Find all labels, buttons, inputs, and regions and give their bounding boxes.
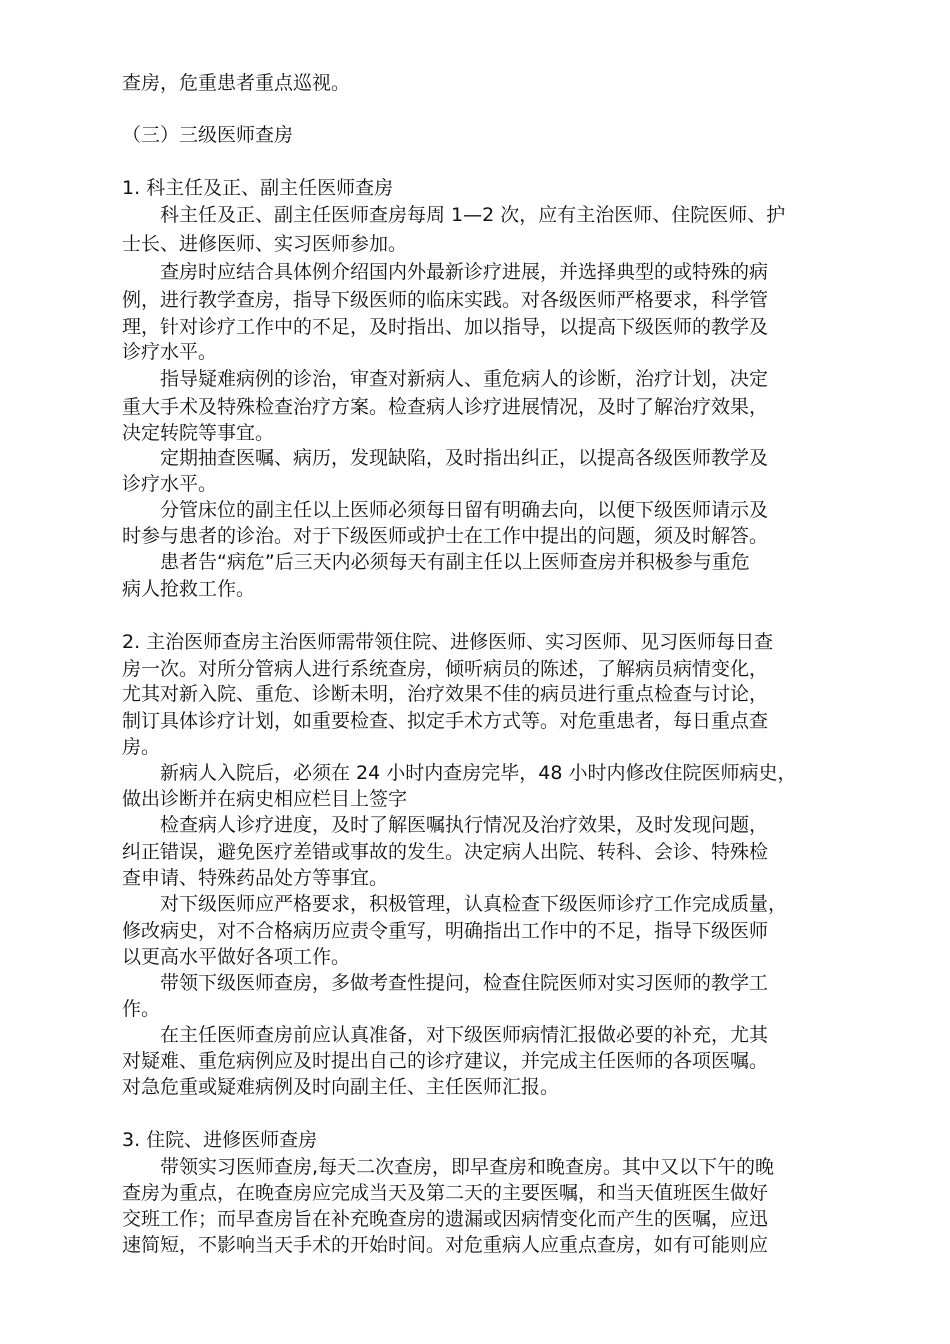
text-line: 带领实习医师查房,每天二次查房，即早查房和晚查房。其中又以下午的晚 xyxy=(160,1156,775,1178)
text-line: 患者告“病危”后三天内必须每天有副主任以上医师查房并积极参与重危 xyxy=(160,551,750,573)
text-line: 重大手术及特殊检查治疗方案。检查病人诊疗进展情况，及时了解治疗效果， xyxy=(122,396,769,418)
text-line: 速简短，不影响当天手术的开始时间。对危重病人应重点查房，如有可能则应 xyxy=(122,1234,769,1256)
text-line: 作。 xyxy=(122,998,161,1020)
text-line: 病人抢救工作。 xyxy=(122,578,256,600)
text-line: 对疑难、重危病例应及时提出自己的诊疗建议，并完成主任医师的各项医嘱。 xyxy=(122,1050,769,1072)
text-line: 检查病人诊疗进度，及时了解医嘱执行情况及治疗效果，及时发现问题， xyxy=(160,814,769,836)
text-line: 制订具体诊疗计划，如重要检查、拟定手术方式等。对危重患者，每日重点查 xyxy=(122,710,769,732)
text-line: 诊疗水平。 xyxy=(122,473,218,495)
text-line: 做出诊断并在病史相应栏目上签字 xyxy=(122,788,408,810)
text-line: 修改病史，对不合格病历应责令重写，明确指出工作中的不足，指导下级医师 xyxy=(122,920,769,942)
subsection-heading: 2. 主治医师查房主治医师需带领住院、进修医师、实习医师、见习医师每日查 xyxy=(122,631,774,653)
subsection-heading: 1. 科主任及正、副主任医师查房 xyxy=(122,177,394,199)
text-line: 新病人入院后，必须在 24 小时内查房完毕，48 小时内修改住院医师病史， xyxy=(160,762,797,784)
text-line: 查申请、特殊药品处方等事宜。 xyxy=(122,867,389,889)
text-line: 理，针对诊疗工作中的不足，及时指出、加以指导，以提高下级医师的教学及 xyxy=(122,316,769,338)
text-line: 纠正错误，避免医疗差错或事故的发生。决定病人出院、转科、会诊、特殊检 xyxy=(122,841,769,863)
text-line: 在主任医师查房前应认真准备，对下级医师病情汇报做必要的补充，尤其 xyxy=(160,1024,769,1046)
text-line: 房。 xyxy=(122,736,161,758)
text-line: 以更高水平做好各项工作。 xyxy=(122,946,351,968)
text-line: 分管床位的副主任以上医师必须每日留有明确去向，以便下级医师请示及 xyxy=(160,499,769,521)
text-line: 决定转院等事宜。 xyxy=(122,422,275,444)
text-line: 交班工作；而早查房旨在补充晚查房的遗漏或因病情变化而产生的医嘱，应迅 xyxy=(122,1208,769,1230)
text-line: 例，进行教学查房，指导下级医师的临床实践。对各级医师严格要求，科学管 xyxy=(122,289,769,311)
text-line: 查房为重点，在晚查房应完成当天及第二天的主要医嘱，和当天值班医生做好 xyxy=(122,1182,769,1204)
section-heading: （三）三级医师查房 xyxy=(122,124,294,146)
text-line: 定期抽查医嘱、病历，发现缺陷，及时指出纠正，以提高各级医师教学及 xyxy=(160,447,769,469)
text-line: 诊疗水平。 xyxy=(122,341,218,363)
text-line: 士长、进修医师、实习医师参加。 xyxy=(122,233,408,255)
text-line: 对下级医师应严格要求，积极管理，认真检查下级医师诊疗工作完成质量， xyxy=(160,893,788,915)
text-line: 查房时应结合具体例介绍国内外最新诊疗进展，并选择典型的或特殊的病 xyxy=(160,261,769,283)
text-line: 指导疑难病例的诊治，审查对新病人、重危病人的诊断，治疗计划，决定 xyxy=(160,368,769,390)
text-line: 查房，危重患者重点巡视。 xyxy=(122,72,351,94)
text-line: 科主任及正、副主任医师查房每周 1—2 次，应有主治医师、住院医师、护 xyxy=(160,204,786,226)
text-line: 房一次。对所分管病人进行系统查房，倾听病员的陈述，了解病员病情变化， xyxy=(122,658,769,680)
text-line: 带领下级医师查房，多做考查性提问，检查住院医师对实习医师的教学工 xyxy=(160,972,769,994)
text-line: 时参与患者的诊治。对于下级医师或护士在工作中提出的问题，须及时解答。 xyxy=(122,525,769,547)
text-line: 对急危重或疑难病例及时向副主任、主任医师汇报。 xyxy=(122,1076,560,1098)
subsection-heading: 3. 住院、进修医师查房 xyxy=(122,1129,318,1151)
text-line: 尤其对新入院、重危、诊断未明，治疗效果不佳的病员进行重点检查与讨论， xyxy=(122,683,769,705)
